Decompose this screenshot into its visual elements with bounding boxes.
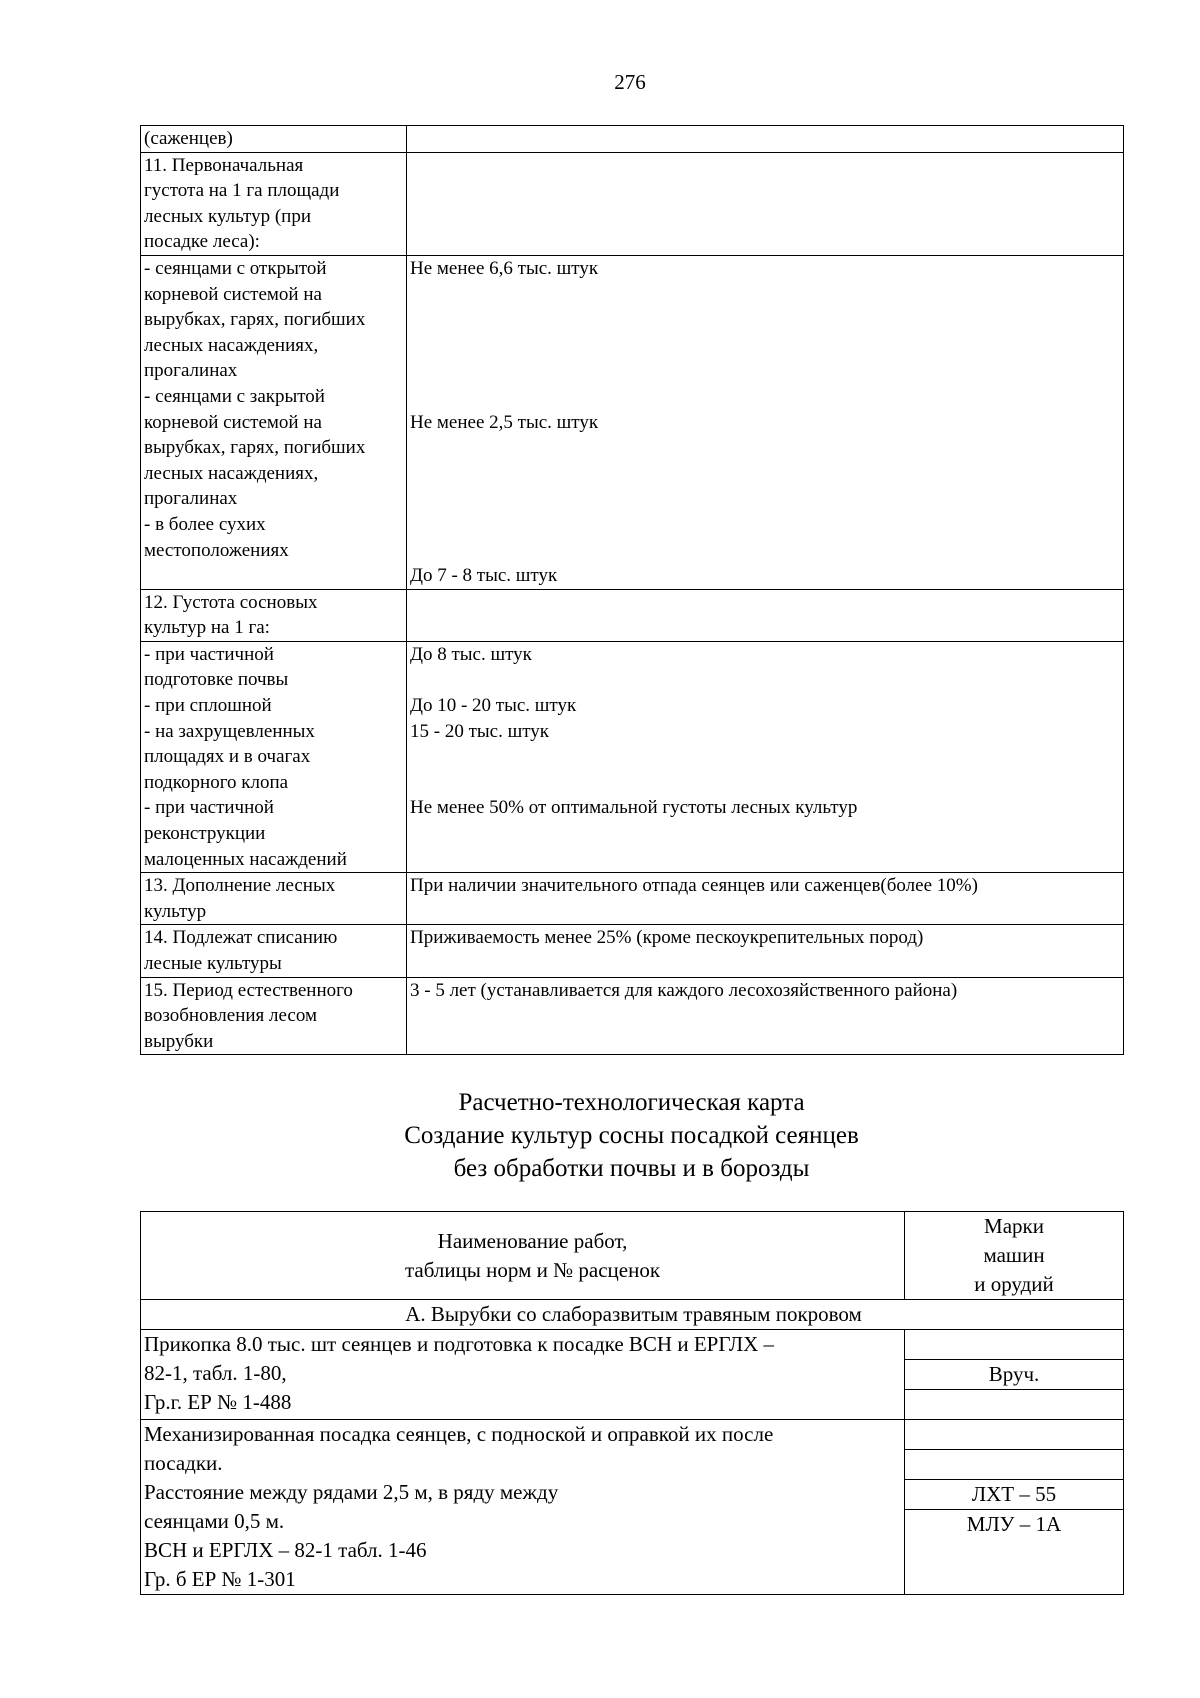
norm-value-line: 15 - 20 тыс. штук [410, 720, 549, 742]
norm-value-cell [407, 873, 1124, 925]
norm-value-line: 3 - 5 лет (устанавливается для каждого лесохозяйственного района) [410, 979, 958, 1001]
norm-value-line: Не менее 6,6 тыс. штук [410, 257, 599, 279]
norm-value-line [410, 384, 1123, 410]
norms-row [141, 255, 1124, 589]
norms-row [141, 925, 1124, 977]
machine-mark-subcell [905, 1390, 1123, 1419]
norm-value-line: До 10 - 20 тыс. штук [410, 695, 577, 717]
machine-mark-subcell [905, 1330, 1123, 1360]
heading-line-3: без обработки почвы и в борозды [453, 1155, 810, 1182]
norm-parameter-line: местоположениях [144, 539, 289, 561]
norm-parameter-line: вырубках, гарях, погибших [144, 437, 366, 459]
norm-value-line: Не менее 2,5 тыс. штук [410, 411, 599, 433]
work-description-line: Механизированная посадка сеянцев, с подноской и оправкой их после [144, 1422, 774, 1446]
norm-parameter-cell [141, 152, 407, 255]
norm-value-line [410, 744, 1123, 770]
norm-parameter-line: - при частичной [144, 797, 274, 819]
norm-parameter-line: посадке леса): [144, 231, 260, 253]
norm-parameter-line: - при частичной [144, 643, 274, 665]
norm-parameter-line: 15. Период естественного [144, 979, 353, 1001]
norm-value-line [410, 461, 1123, 487]
machine-mark-subcell [905, 1420, 1123, 1450]
norm-value-line [410, 667, 1123, 693]
norm-parameter-line: подкорного клопа [144, 771, 289, 793]
heading-line-2: Создание культур сосны посадкой сеянцев [404, 1122, 859, 1149]
work-description-line: сеянцами 0,5 м. [144, 1509, 285, 1533]
norm-value-line [410, 307, 1123, 333]
machine-mark-subcell: ЛХТ – 55 [905, 1480, 1123, 1510]
norm-parameter-line: подготовке почвы [144, 669, 289, 691]
norm-value-line [410, 770, 1123, 796]
norms-row [141, 152, 1124, 255]
work-description-line: Прикопка 8.0 тыс. шт сеянцев и подготовка к посадке ВСН и ЕРГЛХ – [144, 1332, 775, 1356]
norm-value-cell [407, 152, 1124, 255]
tech-card-heading [140, 1086, 1123, 1185]
norm-parameter-cell [141, 255, 407, 589]
norm-value-line: При наличии значительного отпада сеянцев или саженцев(более 10%) [410, 875, 978, 897]
work-description-line: Расстояние между рядами 2,5 м, в ряду между [144, 1480, 559, 1504]
norm-value-line [410, 538, 1123, 564]
norm-value-line [410, 358, 1123, 384]
header-work-name-line: Наименование работ, [437, 1228, 628, 1253]
norm-parameter-line: - на захрущевленных [144, 720, 315, 742]
page-number: 276 [614, 70, 646, 94]
norm-parameter-line: вырубках, гарях, погибших [144, 309, 366, 331]
norm-parameter-line: лесных насаждениях, [144, 462, 319, 484]
machine-marks-cell [905, 1330, 1124, 1420]
norm-value-cell [407, 925, 1124, 977]
machine-mark-subcell: МЛУ – 1А [966, 1512, 1062, 1536]
tech-card-table [140, 1211, 1124, 1595]
header-marks-line: и орудий [974, 1272, 1054, 1296]
section-title: А. Вырубки со слаборазвитым травяным покровом [141, 1300, 1124, 1330]
heading-line-1: Расчетно-технологическая карта [458, 1089, 805, 1116]
norm-parameter-line: культур [144, 900, 207, 922]
norms-row [141, 977, 1124, 1055]
norm-value-line [410, 486, 1123, 512]
work-description-line: Гр.г. ЕР № 1-488 [144, 1390, 292, 1414]
work-description-cell [141, 1330, 905, 1420]
norm-parameter-line: - сеянцами с закрытой [144, 385, 325, 407]
norm-value-line: До 7 - 8 тыс. штук [410, 565, 558, 587]
machine-mark-subcell [905, 1450, 1123, 1480]
norms-row [141, 873, 1124, 925]
work-row [141, 1330, 1124, 1420]
machine-mark-subcell: Вруч. [905, 1360, 1123, 1390]
work-description-line: Гр. б ЕР № 1-301 [144, 1567, 296, 1591]
norms-row [141, 641, 1124, 872]
norm-parameter-cell [141, 641, 407, 872]
norm-parameter-line: 12. Густота сосновых [144, 591, 318, 613]
norm-parameter-line: густота на 1 га площади [144, 180, 340, 202]
norm-value-line [410, 512, 1123, 538]
norm-parameter-line: - сеянцами с открытой [144, 257, 327, 279]
machine-marks-cell [905, 1420, 1124, 1595]
norm-parameter-line: площадях и в очагах [144, 746, 311, 768]
norm-parameter-line: лесных культур (при [144, 205, 312, 227]
norm-value-line: До 8 тыс. штук [410, 643, 532, 665]
section-row [141, 1300, 1124, 1330]
work-description-cell [141, 1420, 905, 1595]
norm-parameter-cell [141, 977, 407, 1055]
norm-parameter-line: возобновления лесом [144, 1005, 318, 1027]
tech-table-header-row [141, 1212, 1124, 1300]
norm-value-line [410, 435, 1123, 461]
norm-value-cell [407, 589, 1124, 641]
norm-parameter-line: прогалинах [144, 360, 238, 382]
norm-parameter-line: 13. Дополнение лесных [144, 875, 336, 897]
norm-parameter-cell [141, 126, 407, 153]
norms-row [141, 589, 1124, 641]
norm-parameter-line: - в более сухих [144, 513, 266, 535]
norm-value-cell [407, 977, 1124, 1055]
norm-value-cell [407, 126, 1124, 153]
norm-parameter-line: культур на 1 га: [144, 617, 270, 639]
work-description-line: ВСН и ЕРГЛХ – 82-1 табл. 1-46 [144, 1538, 427, 1562]
norm-parameter-line: лесные культуры [144, 953, 282, 974]
norm-value-line [410, 282, 1123, 308]
norms-row [141, 126, 1124, 153]
norm-parameter-cell [141, 873, 407, 925]
norm-parameter-cell [141, 589, 407, 641]
norm-value-line [410, 333, 1123, 359]
header-work-name-line: таблицы норм и № расценок [404, 1257, 661, 1282]
norm-parameter-line: вырубки [144, 1030, 214, 1052]
header-work-name [141, 1212, 905, 1300]
header-marks-line: машин [983, 1243, 1045, 1267]
norm-parameter-line: - при сплошной [144, 695, 272, 717]
norm-parameter-line: лесных насаждениях, [144, 334, 319, 356]
norm-parameter-line: 11. Первоначальная [144, 154, 304, 176]
header-machine-marks [905, 1212, 1124, 1300]
norms-table [140, 125, 1124, 1055]
work-description-line: посадки. [144, 1451, 223, 1475]
header-marks-line: Марки [984, 1214, 1044, 1238]
work-description-line: 82-1, табл. 1-80, [144, 1361, 287, 1385]
norm-value-cell [407, 641, 1124, 872]
work-row [141, 1420, 1124, 1595]
norm-parameter-line: реконструкции [144, 823, 266, 845]
norm-parameter-line: (саженцев) [144, 128, 233, 149]
norm-parameter-line: малоценных насаждений [144, 848, 347, 870]
norm-parameter-line: корневой системой на [144, 411, 322, 433]
norm-parameter-cell [141, 925, 407, 977]
norm-parameter-line: прогалинах [144, 488, 238, 510]
norm-value-cell [407, 255, 1124, 589]
norm-value-line: Приживаемость менее 25% (кроме пескоукрепительных пород) [410, 927, 924, 949]
norm-parameter-line: корневой системой на [144, 283, 322, 305]
norm-parameter-line: 14. Подлежат списанию [144, 927, 338, 949]
norm-value-line: Не менее 50% от оптимальной густоты лесных культур [410, 797, 858, 819]
